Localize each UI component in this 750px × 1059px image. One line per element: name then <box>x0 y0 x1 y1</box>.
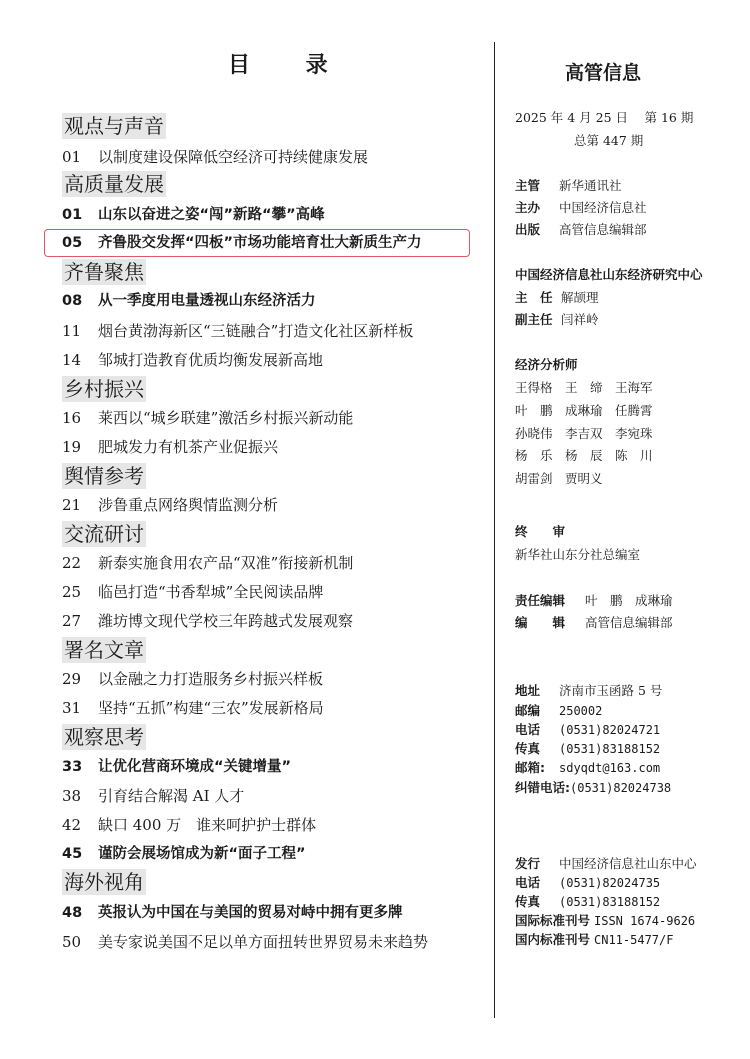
page-number: 25 <box>62 583 82 601</box>
page-number: 22 <box>62 554 82 572</box>
distribution-row: 发行 中国经济信息社山东中心 <box>515 856 697 871</box>
page-number: 08 <box>62 293 83 309</box>
entry-title: 烟台黄渤海新区“三链融合”打造文化社区新样板 <box>98 322 414 340</box>
contact-row: 邮编 250002 <box>515 703 603 718</box>
entry-title: 山东以奋进之姿“闯”新路“攀”高峰 <box>98 207 325 223</box>
analyst-row: 叶 鹏 成琳瑜 任腾霄 <box>515 403 653 418</box>
editor-row: 责任编辑 叶 鹏 成琳瑜 <box>515 593 673 608</box>
page-number: 48 <box>62 905 83 921</box>
column-divider <box>494 42 495 1018</box>
analyst-row: 王得格 王 缔 王海军 <box>515 380 653 395</box>
toc-entry[interactable] <box>62 289 316 313</box>
analyst-row: 胡雷剑 贾明义 <box>515 471 603 486</box>
entry-title: 新泰实施食用农产品“双准”衔接新机制 <box>98 554 354 572</box>
analysts-label: 经济分析师 <box>515 357 578 372</box>
toc-entry[interactable] <box>62 784 244 808</box>
page-number: 27 <box>62 612 82 630</box>
research-center: 中国经济信息社山东经济研究中心 <box>515 267 703 282</box>
toc-entry[interactable] <box>62 842 306 866</box>
toc-entry[interactable] <box>62 435 278 459</box>
toc-entry[interactable] <box>62 930 428 954</box>
toc-entry[interactable] <box>62 580 323 604</box>
section-heading: 署名文章 <box>64 638 144 662</box>
entry-title: 英报认为中国在与美国的贸易对峙中拥有更多牌 <box>98 905 403 921</box>
entry-title: 美专家说美国不足以单方面扭转世界贸易未来趋势 <box>98 933 429 951</box>
toc-entry[interactable] <box>62 145 368 169</box>
entry-title: 缺口 400 万 谁来呵护护士群体 <box>98 816 317 834</box>
entry-title: 谨防会展场馆成为新“面子工程” <box>98 846 306 862</box>
analyst-row: 杨 乐 杨 辰 陈 川 <box>515 448 653 463</box>
toc-entry[interactable] <box>62 901 403 925</box>
contact-row: 电话 (0531)82024721 <box>515 722 661 737</box>
toc-entry[interactable] <box>62 609 353 633</box>
page-number: 01 <box>62 207 83 223</box>
distribution-row: 传真 (0531)83188152 <box>515 894 661 909</box>
toc-entry[interactable] <box>62 755 291 779</box>
entry-title: 坚持“五抓”构建“三农”发展新格局 <box>98 699 324 717</box>
contact-row: 纠错电话:(0531)82024738 <box>515 780 672 795</box>
distribution-row: 电话 (0531)82024735 <box>515 875 661 890</box>
toc-entry[interactable] <box>62 406 353 430</box>
toc-entry[interactable] <box>62 348 323 372</box>
section-heading: 齐鲁聚焦 <box>64 260 144 284</box>
section-heading: 观察思考 <box>64 725 144 749</box>
section-heading: 高质量发展 <box>64 172 164 196</box>
director-row: 主 任 解颉理 <box>515 290 599 305</box>
toc-entry[interactable] <box>62 493 278 517</box>
entry-title: 潍坊博文现代学校三年跨越式发展观察 <box>98 612 354 630</box>
publisher-row: 主办 中国经济信息社 <box>515 200 647 215</box>
distribution-row: 国内标准刊号 CN11-5477/F <box>515 932 674 947</box>
entry-title: 以金融之力打造服务乡村振兴样板 <box>98 670 324 688</box>
toc-entry[interactable] <box>62 667 323 691</box>
section-heading: 观点与声音 <box>64 114 164 138</box>
entry-title: 引育结合解渴 AI 人才 <box>98 787 245 805</box>
entry-title: 让优化营商环境成“关键增量” <box>98 759 292 775</box>
toc-entry[interactable] <box>62 696 324 720</box>
contact-row: 地址 济南市玉函路 5 号 <box>515 683 663 698</box>
issue-total: 总第 447 期 <box>574 133 644 148</box>
editor-row: 编 辑 高管信息编辑部 <box>515 615 673 630</box>
toc-entry[interactable] <box>62 203 325 227</box>
page-number: 21 <box>62 496 82 514</box>
analyst-row: 孙晓伟 李吉双 李宛珠 <box>515 426 653 441</box>
toc-entry[interactable] <box>62 551 353 575</box>
publisher-row: 主管 新华通讯社 <box>515 178 622 193</box>
page-number: 14 <box>62 351 82 369</box>
page-number: 45 <box>62 846 83 862</box>
entry-title: 邹城打造教育优质均衡发展新高地 <box>98 351 324 369</box>
page-number: 29 <box>62 670 82 688</box>
entry-title: 临邑打造“书香犁城”全民阅读品牌 <box>98 583 324 601</box>
page-number: 11 <box>62 322 82 340</box>
publication-title: 高管信息 <box>565 62 642 84</box>
page-number: 01 <box>62 148 82 166</box>
page-number: 42 <box>62 816 82 834</box>
final-review-value: 新华社山东分社总编室 <box>515 547 641 562</box>
page-number: 16 <box>62 409 82 427</box>
page-number: 50 <box>62 933 82 951</box>
section-heading: 舆情参考 <box>64 464 144 488</box>
entry-title: 莱西以“城乡联建”激活乡村振兴新动能 <box>98 409 354 427</box>
distribution-row: 国际标准刊号 ISSN 1674-9626 <box>515 913 696 928</box>
page-number: 33 <box>62 759 83 775</box>
final-review-label: 终 审 <box>515 524 566 539</box>
contact-row: 邮箱: sdyqdt@163.com <box>515 760 661 775</box>
publisher-row: 出版 高管信息编辑部 <box>515 222 647 237</box>
section-heading: 海外视角 <box>64 870 144 894</box>
entry-title: 齐鲁股交发挥“四板”市场功能培育壮大新质生产力 <box>98 235 422 251</box>
toc-entry-highlighted[interactable] <box>62 231 422 255</box>
entry-title: 涉鲁重点网络舆情监测分析 <box>98 496 279 514</box>
contact-row: 传真 (0531)83188152 <box>515 741 661 756</box>
page-number: 38 <box>62 787 82 805</box>
page-number: 19 <box>62 438 82 456</box>
issue-date: 2025 年 4 月 25 日 第 16 期 <box>515 110 694 125</box>
deputy-row: 副主任 闫祥岭 <box>515 312 599 327</box>
page-number: 31 <box>62 699 82 717</box>
section-heading: 交流研讨 <box>64 522 144 546</box>
entry-title: 从一季度用电量透视山东经济活力 <box>98 293 316 309</box>
toc-title: 目 录 <box>228 53 352 78</box>
toc-entry[interactable] <box>62 813 316 837</box>
toc-entry[interactable] <box>62 319 413 343</box>
section-heading: 乡村振兴 <box>64 377 144 401</box>
entry-title: 肥城发力有机茶产业促振兴 <box>98 438 279 456</box>
page-number: 05 <box>62 235 83 251</box>
entry-title: 以制度建设保障低空经济可持续健康发展 <box>98 148 369 166</box>
